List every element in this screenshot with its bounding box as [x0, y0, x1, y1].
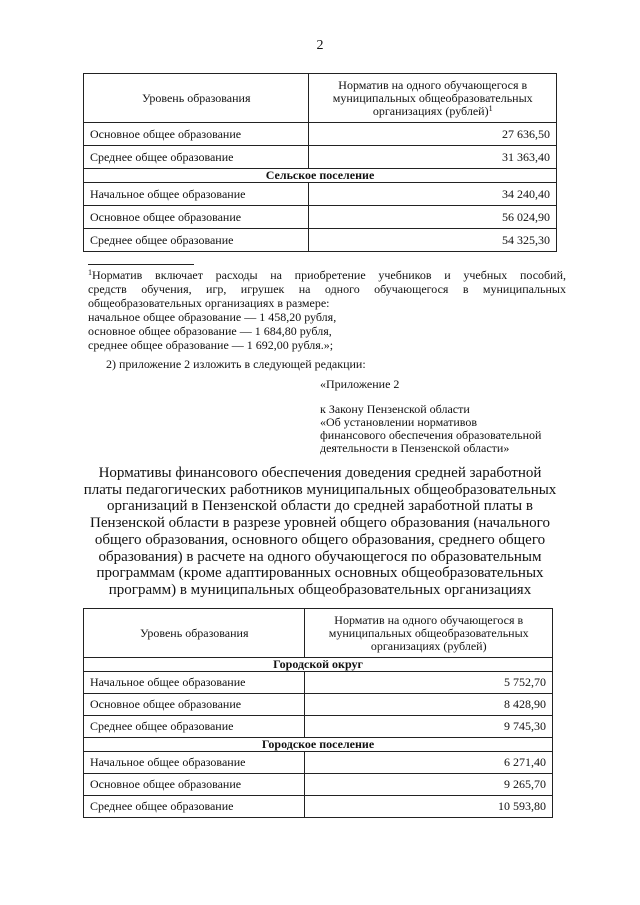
section-row — [84, 658, 553, 672]
row-level: Среднее общее образование — [84, 229, 309, 252]
column-header-norm-line: муниципальных общеобразовательных — [328, 625, 529, 640]
page-number: 2 — [316, 38, 324, 53]
row-value: 9 745,30 — [305, 716, 553, 738]
table-row — [84, 672, 553, 694]
table-row — [84, 716, 553, 738]
column-header-level: Уровень образования — [84, 609, 305, 658]
section-heading — [60, 465, 580, 599]
section-title-town: Городское поселение — [84, 738, 553, 752]
table-row — [84, 146, 557, 169]
section-row — [84, 169, 557, 183]
row-value: 56 024,90 — [309, 206, 557, 229]
row-value: 6 271,40 — [305, 752, 553, 774]
table-row — [84, 229, 557, 252]
table-row — [84, 183, 557, 206]
table-header-row — [84, 609, 553, 658]
footnote-line: общеобразовательных организациях в размере: — [88, 296, 330, 310]
heading-line: платы педагогических работников муниципальных общеобразовательных — [83, 481, 557, 498]
row-level: Основное общее образование — [84, 123, 309, 146]
row-level: Среднее общее образование — [84, 146, 309, 169]
appendix-line: деятельности в Пензенской области» — [320, 441, 510, 455]
appendix-line: финансового обеспечения образовательной — [320, 428, 542, 442]
heading-line: программам (кроме адаптированных основных общеобразовательных — [96, 565, 544, 582]
row-value: 54 325,30 — [309, 229, 557, 252]
row-value: 9 265,70 — [305, 774, 553, 796]
footnote-line: $^1$Норматив включает расходы на приобретение учебников и учебных пособий, — [88, 268, 566, 282]
column-header-norm-line: организациях (рублей) — [370, 638, 487, 653]
column-header-norm-line: организациях (рублей)$^1$ — [372, 103, 493, 118]
section-title-city: Городской округ — [84, 658, 553, 672]
heading-line: программ) в муниципальных общеобразовательных организациях — [108, 581, 532, 598]
row-level: Начальное общее образование — [84, 183, 309, 206]
table-row — [84, 206, 557, 229]
heading-line: организаций в Пензенской области до средней заработной платы в — [107, 498, 533, 515]
row-level: Основное общее образование — [84, 206, 309, 229]
heading-line: общего образования, основного общего образования, среднего общего — [94, 531, 546, 548]
table-row — [84, 752, 553, 774]
heading-line: образования) в расчете на одного обучающегося по образовательным — [98, 548, 542, 565]
norms-table-1 — [83, 73, 557, 252]
footnote-separator — [88, 264, 194, 265]
footnote-line: средств обучения, игр, игрушек на одного обучающегося в муниципальных — [88, 282, 566, 296]
amendment-item-2: 2) приложение 2 изложить в следующей редакции: — [106, 357, 366, 371]
row-level: Начальное общее образование — [84, 752, 305, 774]
row-value: 27 636,50 — [309, 123, 557, 146]
row-value: 10 593,80 — [305, 796, 553, 818]
section-title-rural: Сельское поселение — [84, 169, 557, 183]
table-row — [84, 123, 557, 146]
column-header-norm — [309, 74, 557, 123]
appendix-line: «Об установлении нормативов — [320, 415, 478, 429]
row-level: Начальное общее образование — [84, 672, 305, 694]
table-row — [84, 796, 553, 818]
appendix-title: «Приложение 2 — [320, 377, 400, 391]
section-row — [84, 738, 553, 752]
table-row — [84, 774, 553, 796]
row-level: Основное общее образование — [84, 774, 305, 796]
footnote-ref: 1 — [488, 103, 493, 113]
footnote-marker: 1 — [88, 268, 92, 277]
column-header-norm-line: Норматив на одного обучающегося в — [338, 77, 528, 92]
footnote-line: начальное общее образование — 1 458,20 рубля, — [88, 310, 337, 324]
heading-line: Нормативы финансового обеспечения доведения средней заработной — [98, 465, 542, 481]
row-level: Среднее общее образование — [84, 796, 305, 818]
row-value: 5 752,70 — [305, 672, 553, 694]
row-value: 8 428,90 — [305, 694, 553, 716]
column-header-norm-line: муниципальных общеобразовательных — [332, 90, 533, 105]
norms-table-2 — [83, 608, 553, 818]
heading-line: Пензенской области в разрезе уровней общего образования (начального — [90, 515, 550, 532]
column-header-norm-line: Норматив на одного обучающегося в — [334, 612, 524, 627]
column-header-norm — [305, 609, 553, 658]
row-value: 34 240,40 — [309, 183, 557, 206]
table-row — [84, 694, 553, 716]
row-level: Среднее общее образование — [84, 716, 305, 738]
column-header-level: Уровень образования — [84, 74, 309, 123]
row-value: 31 363,40 — [309, 146, 557, 169]
table-header-row — [84, 74, 557, 123]
appendix-line: к Закону Пензенской области — [320, 402, 470, 416]
footnote-line: среднее общее образование — 1 692,00 рубля.»; — [88, 338, 334, 352]
footnote-line: основное общее образование — 1 684,80 рубля, — [88, 324, 332, 338]
row-level: Основное общее образование — [84, 694, 305, 716]
